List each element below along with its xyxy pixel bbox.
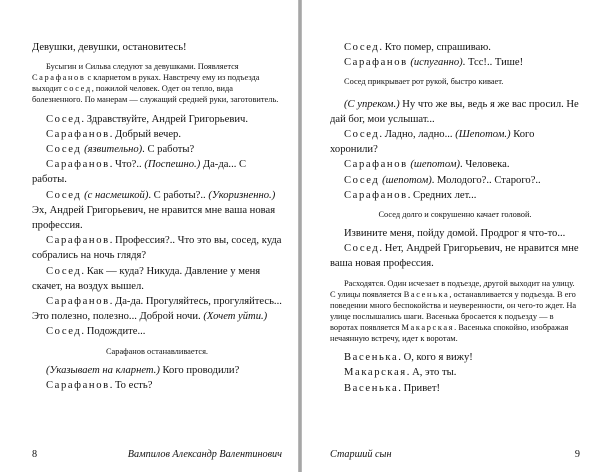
dialogue-line: Сарафанов (испуганно). Тсс!.. Тише! — [344, 57, 524, 69]
dialogue-line: (С упреком.) Ну что же вы, ведь я же вас просил. Не дай бог, мои услышат... — [330, 98, 579, 125]
stage-direction: Сосед прикрывает рот рукой, быстро кивает. — [344, 77, 504, 87]
left-page — [0, 0, 298, 472]
stage-direction: Бусыгин и Сильва следуют за девушками. Появляется Сарафанов с кларнетом в руках. Навстречу ему из подъезда выходит сосед, пожилой человек. Одет он тепло, вида болезненного. По манерам — служащий средней руки, заготовитель. — [32, 62, 279, 105]
dialogue-line: Сарафанов. Что?.. (Поспешно.) Да-да... С работы. — [32, 159, 247, 186]
dialogue-line: Васенька. Привет! — [344, 382, 441, 394]
stage-direction: Расходятся. Один исчезает в подъезде, другой выходит на улицу. С улицы появляется Васенька, останавливается у подъезда. В его поведении много беспокойства и неуверенности, он чего-то ждет. На улице послышались шаги. Васенька бросается к подъезду — в воротах появляется Макарская. Васенька спокойно, изображая нечаянную встречу, идет к воротам. — [330, 278, 577, 344]
dialogue-line: Сосед (шепотом). Молодого?.. Старого?.. — [344, 174, 541, 186]
dialogue-line: Сарафанов. Средних лет... — [344, 189, 477, 201]
right-page-number: 9 — [574, 449, 580, 460]
left-page-text — [32, 40, 282, 393]
dialogue-line: Сарафанов. Добрый вечер. — [46, 128, 181, 140]
dialogue-line: Сосед. Подождите... — [46, 326, 146, 338]
dialogue-line: Сарафанов (шепотом). Человека. — [344, 159, 510, 171]
centered-stage-direction: Сосед долго и сокрушенно качает головой. — [378, 209, 532, 219]
dialogue-line: Сосед. Нет, Андрей Григорьевич, не нравится мне ваша новая профессия. — [330, 243, 579, 270]
dialogue-line: Сосед. Ладно, ладно... (Шепотом.) Кого хоронили? — [330, 128, 535, 156]
dialogue-line: Извините меня, пойду домой. Продрог я что-то... — [344, 228, 566, 240]
dialogue-line: Девушки, девушки, остановитесь! — [32, 42, 187, 53]
dialogue-line: Сосед (язвительно). С работы? — [46, 143, 195, 155]
paragraph-gap — [330, 88, 580, 97]
dialogue-line: Сарафанов. Профессия?.. Что это вы, сосед, куда собрались на ночь глядя? — [32, 235, 282, 262]
right-page — [302, 0, 600, 472]
left-running-header: Вампилов Александр Валентинович — [127, 449, 282, 460]
right-running-header: Старший сын — [330, 449, 392, 460]
dialogue-line: Сосед (с насмешкой). С работы?.. (Укоризненно.) Эх, Андрей Григорьевич, не нравится мне ваша новая профессия. — [32, 189, 276, 231]
dialogue-line: Сосед. Здравствуйте, Андрей Григорьевич. — [46, 113, 248, 125]
left-page-number: 8 — [32, 449, 38, 460]
right-page-text — [330, 40, 580, 396]
dialogue-line: Сосед. Кто помер, спрашиваю. — [344, 42, 491, 53]
dialogue-line: (Указывает на кларнет.) Кого проводили? — [46, 364, 240, 376]
centered-stage-direction: Сарафанов останавливается. — [105, 346, 209, 356]
dialogue-line: Сосед. Как — куда? Никуда. Давление у меня скачет, на воздух вышел. — [32, 265, 261, 292]
dialogue-line: Сарафанов. То есть? — [46, 379, 153, 391]
dialogue-line: Макарская. А, это ты. — [344, 367, 457, 379]
dialogue-line: Васенька. О, кого я вижу! — [344, 352, 473, 364]
dialogue-line: Сарафанов. Да-да. Прогуляйтесь, прогуляйтесь... Это полезно, полезно... Доброй ночи. (Хочет уйти.) — [32, 296, 282, 323]
